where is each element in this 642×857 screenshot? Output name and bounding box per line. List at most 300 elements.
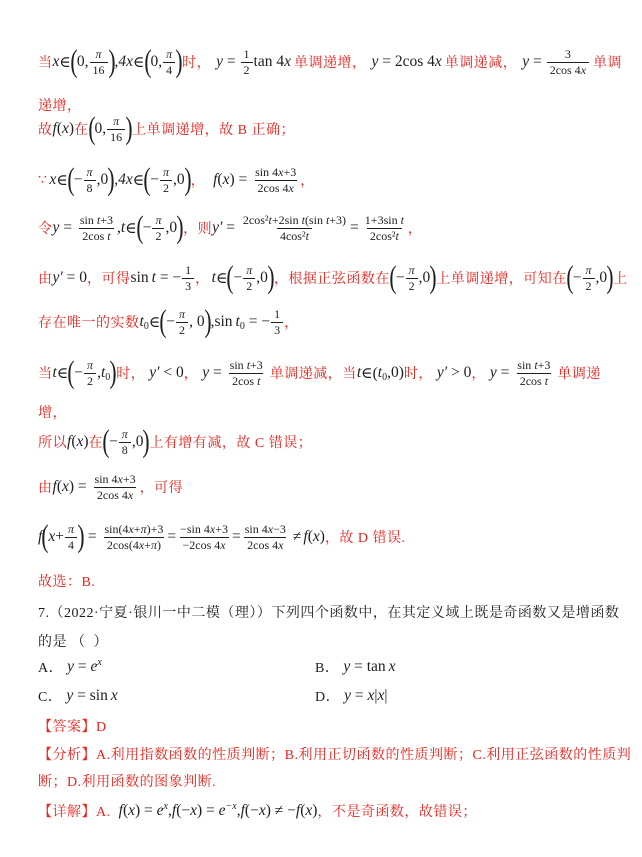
math-run: ,sin <box>210 313 233 330</box>
math-run: t <box>235 313 240 330</box>
text-run: ， <box>407 222 423 237</box>
fraction-numerator: π <box>166 46 173 61</box>
fraction-numerator: π <box>87 357 94 372</box>
fraction-numerator: π <box>113 113 120 128</box>
doc-line-15 <box>38 630 108 652</box>
math-run: f <box>118 802 123 819</box>
fraction-numerator: π <box>67 521 74 536</box>
close-paren-glyph: ) <box>429 260 437 295</box>
fraction-numerator: π <box>86 164 93 179</box>
math-run: ,0 <box>256 269 268 286</box>
text-run: 存在唯一的实数 <box>38 316 140 331</box>
text-run: 当 <box>38 367 53 382</box>
math-run: ) = <box>68 478 91 495</box>
text-run: ，可得 <box>139 481 184 496</box>
math-run: t <box>151 269 156 286</box>
math-run: t <box>139 313 144 330</box>
paren-group <box>159 304 212 339</box>
fraction-denominator: 16 <box>107 129 125 145</box>
text-run: 单调递减， <box>444 56 518 71</box>
math-run: ) = <box>229 171 252 188</box>
math-run: ( <box>307 528 313 545</box>
math-run: − <box>233 269 243 286</box>
math-run: , <box>236 802 241 819</box>
text-run: 时， <box>116 367 146 382</box>
fraction-numerator: 1 <box>243 46 250 61</box>
fraction-denominator: 16 <box>90 62 108 78</box>
text-run: 递增， <box>38 99 82 114</box>
open-paren-glyph: ( <box>226 260 235 295</box>
text-run: 单调递 <box>557 367 601 382</box>
doc-line-14 <box>38 601 619 623</box>
doc-line-11 <box>38 465 183 509</box>
fraction-numerator: 3 <box>564 46 571 61</box>
close-paren-glyph: ) <box>203 304 212 339</box>
subscript: 0 <box>143 320 149 332</box>
fraction-denominator: 2 <box>176 322 188 338</box>
math-run: − <box>395 269 405 286</box>
math-run: > 0 <box>447 364 472 381</box>
math-run: = <box>74 658 91 675</box>
math-fraction <box>77 213 116 244</box>
text-run: ， <box>284 316 299 331</box>
math-run: ) ≠ − <box>265 802 296 819</box>
math-run: f <box>38 528 43 545</box>
math-run: (− <box>176 802 191 819</box>
doc-line-6 <box>38 256 628 300</box>
doc-line-21 <box>38 743 631 765</box>
text-run: ，故 D 错误. <box>324 531 406 546</box>
open-paren-glyph: ( <box>70 44 78 79</box>
math-run: ( <box>56 120 62 137</box>
fraction-denominator: 2 <box>84 373 96 389</box>
math-run: t <box>120 219 126 236</box>
open-paren-glyph: ( <box>389 260 397 295</box>
math-fraction <box>107 114 125 145</box>
close-paren-glyph: ) <box>107 44 116 79</box>
math-run: y <box>522 53 530 70</box>
math-fraction <box>271 307 283 338</box>
math-run: f <box>240 802 245 819</box>
fraction-denominator: 4 <box>65 537 77 553</box>
math-run: = tan <box>350 658 386 675</box>
text-run: 在 <box>88 436 104 451</box>
text-run: ，则 <box>183 222 213 237</box>
paren-content <box>74 358 110 389</box>
paren-content <box>150 165 184 196</box>
math-run: = <box>496 364 514 381</box>
math-run: ,0 <box>96 171 109 188</box>
fraction-numerator: π <box>179 306 186 321</box>
fraction-denominator: 4cos²t <box>277 228 312 244</box>
doc-line-1 <box>38 36 622 88</box>
text-run: ，根据正弦函数在 <box>273 272 390 287</box>
math-fraction <box>84 165 96 196</box>
text-run: C． <box>38 690 63 705</box>
math-run: x <box>312 528 320 545</box>
text-run: 当 <box>38 56 53 71</box>
math-run: = <box>59 219 76 236</box>
math-run: ∈ <box>59 53 71 71</box>
text-run: 上单调递增，可知在 <box>436 272 567 287</box>
math-run: t <box>52 364 57 381</box>
doc-line-9 <box>38 401 67 423</box>
text-run: 【分析】A.利用指数函数的性质判断；B.利用正切函数的性质判断；C.利用正弦函数的性质判 <box>38 748 632 763</box>
math-fraction <box>101 522 166 553</box>
paren-content <box>151 47 177 78</box>
fraction-numerator: 1 <box>185 262 192 277</box>
text-run: ∵ <box>38 172 48 188</box>
fraction-denominator: 2 <box>243 278 255 294</box>
math-run: , <box>168 802 172 819</box>
paren-group <box>566 260 614 295</box>
fraction-denominator: 8 <box>119 442 131 458</box>
fraction-denominator: 2 <box>152 228 164 244</box>
paren-content <box>48 522 78 553</box>
superscript: x <box>163 800 168 812</box>
math-run: ∈ <box>56 364 69 382</box>
math-run: t <box>100 364 106 381</box>
math-run: | <box>384 687 388 704</box>
math-run: ,0 <box>595 269 608 286</box>
text-run: ，可得 <box>87 272 131 287</box>
math-run: = <box>232 528 241 545</box>
math-run: ) = <box>135 802 157 819</box>
text-run: 增， <box>38 406 67 421</box>
math-run: = <box>223 53 240 70</box>
paren-content <box>77 47 109 78</box>
doc-line-18 <box>38 683 118 709</box>
math-run: t <box>377 364 383 381</box>
math-run: ,0 <box>131 433 144 450</box>
math-run: 0, <box>150 53 163 70</box>
doc-line-8 <box>38 349 601 397</box>
math-run: = 0 <box>62 269 88 286</box>
math-run: ,0 <box>418 269 431 286</box>
math-run: 0, <box>76 53 89 70</box>
math-run: ) <box>312 802 318 819</box>
math-run: x <box>61 478 69 495</box>
math-run: ∈ <box>56 171 68 189</box>
math-fraction <box>252 165 299 196</box>
paren-content <box>233 263 267 294</box>
math-run: y <box>202 364 210 381</box>
fraction-numerator: 1 <box>274 306 281 321</box>
math-run: ) <box>319 528 325 545</box>
math-run: y <box>344 687 352 704</box>
paren-group <box>67 162 115 197</box>
text-run: 7.（2022·宁夏·银川一中二模（理））下列四个函数中，在其定义域上既是奇函数又是增函数 <box>38 606 620 621</box>
math-run: x <box>110 687 118 704</box>
open-paren-glyph: ( <box>143 162 151 197</box>
math-run: ( <box>217 171 223 188</box>
close-paren-glyph: ) <box>142 424 151 459</box>
paren-group <box>389 260 437 295</box>
math-fraction <box>243 263 255 294</box>
paren-group <box>136 210 184 245</box>
math-run: x <box>388 658 396 675</box>
math-run: − <box>166 313 176 330</box>
math-run: x <box>377 687 385 704</box>
fraction-numerator: 1+3sin t <box>364 212 404 227</box>
math-fraction <box>90 47 108 78</box>
math-run: x <box>49 171 57 188</box>
math-run: ∈ <box>132 171 145 189</box>
doc-line-17 <box>315 654 396 680</box>
open-paren-glyph: ( <box>102 424 110 459</box>
math-run: ∈ <box>125 219 137 237</box>
math-run: f <box>171 802 177 819</box>
math-run: e <box>218 802 226 819</box>
doc-line-23 <box>38 797 477 825</box>
fraction-denominator: 2cos 4x <box>547 62 589 78</box>
math-run: ,0) <box>387 364 404 381</box>
fraction-denominator: 2cos 4x <box>244 537 286 553</box>
open-paren-glyph: ( <box>67 162 75 197</box>
math-fraction <box>227 358 266 389</box>
math-run: x <box>190 802 197 819</box>
math-run: ∈( <box>361 364 378 382</box>
math-run: = sin <box>73 687 108 704</box>
fraction-numerator: π <box>121 426 128 441</box>
text-run: ， <box>183 367 199 382</box>
text-run: 故选：B. <box>38 575 96 590</box>
math-run: t <box>356 364 362 381</box>
math-run: y′ <box>212 219 223 236</box>
math-run: 4x <box>118 53 134 70</box>
close-paren-glyph: ) <box>176 210 184 245</box>
text-run: 令 <box>38 222 53 237</box>
paren-content <box>109 427 143 458</box>
paren-group <box>143 44 183 79</box>
doc-line-13 <box>38 570 95 592</box>
fraction-denominator: 3 <box>182 278 194 294</box>
math-run: − <box>109 433 118 450</box>
math-run: sin <box>130 269 149 286</box>
text-run: 上 <box>613 272 628 287</box>
open-paren-glyph: ( <box>67 355 75 390</box>
doc-line-5 <box>38 204 422 252</box>
math-run: | <box>374 687 378 704</box>
paren-group <box>143 162 192 197</box>
paren-group <box>67 355 117 390</box>
math-run: ) <box>68 120 75 137</box>
math-run: 4x <box>118 171 133 188</box>
text-run: 上有增有减，故 C 错误； <box>149 436 313 451</box>
fraction-numerator: π <box>585 262 592 277</box>
fraction-denominator: 2 <box>160 180 172 196</box>
math-run: , <box>117 219 121 236</box>
text-run: 由 <box>38 481 53 496</box>
fraction-denominator: 2cos 4x <box>255 180 297 196</box>
doc-line-4 <box>38 158 315 202</box>
math-run: ( <box>122 802 129 819</box>
fraction-numerator: sin t+3 <box>229 357 263 372</box>
close-paren-glyph: ) <box>606 260 614 295</box>
math-run: y <box>343 658 351 675</box>
close-paren-glyph: ) <box>175 44 183 79</box>
math-run: y <box>489 364 497 381</box>
math-run: = <box>222 219 239 236</box>
math-fraction <box>119 427 131 458</box>
math-run: x <box>434 53 442 70</box>
paren-group <box>87 111 133 146</box>
text-run: ， <box>190 174 206 189</box>
close-paren-glyph: ) <box>109 355 117 390</box>
open-paren-glyph: ( <box>136 210 144 245</box>
fraction-numerator: π <box>162 164 169 179</box>
math-run: ∈ <box>133 53 145 71</box>
fraction-numerator: π <box>408 262 415 277</box>
math-run: f <box>303 528 308 545</box>
math-run: x <box>258 802 266 819</box>
fraction-denominator: 2cos t <box>79 228 113 244</box>
fraction-denominator: 2cos t <box>517 373 551 389</box>
doc-line-22 <box>38 770 216 792</box>
math-run: y′ <box>436 364 448 381</box>
doc-line-16 <box>38 654 102 680</box>
text-run: 【答案】D <box>38 720 107 735</box>
math-fraction <box>160 165 172 196</box>
math-run: = <box>350 219 359 236</box>
text-run: 故 <box>38 123 53 138</box>
text-run: 单调递增， <box>293 56 367 71</box>
math-run: x <box>305 802 313 819</box>
math-run: < 0 <box>159 364 184 381</box>
open-paren-glyph: ( <box>566 260 574 295</box>
math-run: ,0 <box>165 219 178 236</box>
doc-line-12 <box>38 513 406 561</box>
math-run: f <box>295 802 301 819</box>
math-fraction <box>84 358 96 389</box>
math-run: , <box>114 171 119 188</box>
fraction-numerator: 2cos²t+2sin t(sin t+3) <box>242 212 347 227</box>
math-run: − <box>73 171 83 188</box>
math-run: ) <box>83 433 89 450</box>
math-run: ,0 <box>172 171 185 188</box>
open-paren-glyph: ( <box>159 304 167 339</box>
math-fraction <box>406 263 418 294</box>
fraction-denominator: 8 <box>84 180 96 196</box>
math-run: f <box>67 433 72 450</box>
math-run: − <box>142 219 152 236</box>
open-paren-glyph: ( <box>41 519 49 554</box>
text-run: ， <box>471 367 486 382</box>
math-run: ≠ <box>292 528 302 545</box>
superscript: x <box>97 656 102 668</box>
math-run: = <box>351 687 368 704</box>
fraction-numerator: sin t+3 <box>79 212 114 227</box>
math-run: tan 4 <box>253 53 285 70</box>
math-fraction <box>362 213 407 244</box>
fraction-denominator: 2cos(4x+π) <box>104 537 164 553</box>
fraction-numerator: −sin 4x+3 <box>180 521 228 536</box>
math-run: = <box>83 528 101 545</box>
text-run: 时， <box>403 367 433 382</box>
open-paren-glyph: ( <box>87 111 96 146</box>
math-fraction <box>152 213 164 244</box>
fraction-denominator: 2 <box>583 278 595 294</box>
math-run: ∈ <box>148 313 161 331</box>
math-run: = − <box>244 313 271 330</box>
math-run: x <box>222 171 230 188</box>
math-run: e <box>90 658 98 675</box>
paren-group <box>226 260 275 295</box>
paren-content <box>74 165 108 196</box>
text-run: 时， <box>182 56 212 71</box>
math-run: x <box>76 433 84 450</box>
doc-line-19 <box>315 683 388 709</box>
paren-group <box>102 424 151 459</box>
doc-line-3 <box>38 108 295 150</box>
math-run: t <box>211 269 216 286</box>
math-run: = <box>529 53 546 70</box>
math-fraction <box>92 472 139 503</box>
math-fraction <box>182 263 194 294</box>
fraction-denominator: 2cos t <box>229 373 263 389</box>
math-run: x <box>128 802 135 819</box>
fraction-denominator: 2 <box>406 278 418 294</box>
text-run: 所以 <box>38 436 67 451</box>
text-run: A． <box>38 661 64 676</box>
close-paren-glyph: ) <box>183 162 192 197</box>
fraction-numerator: π <box>155 212 162 227</box>
math-run: y <box>67 658 75 675</box>
math-run: , 0 <box>189 313 205 330</box>
text-run: 单调递减，当 <box>269 367 357 382</box>
text-run: ， <box>195 272 210 287</box>
math-fraction <box>241 47 253 78</box>
fraction-numerator: sin 4x−3 <box>244 521 286 536</box>
fraction-denominator: −2cos 4x <box>180 537 229 553</box>
paren-content <box>95 114 127 145</box>
text-run: ，不是奇函数，故错误； <box>317 805 477 820</box>
close-paren-glyph: ) <box>77 519 85 554</box>
math-run: ( <box>300 802 306 819</box>
math-run: + <box>55 528 64 545</box>
doc-line-20 <box>38 715 107 737</box>
subscript: 0 <box>239 320 245 332</box>
fraction-numerator: sin 4x+3 <box>255 164 297 179</box>
doc-line-10 <box>38 424 312 460</box>
open-paren-glyph: ( <box>143 44 152 79</box>
paren-content <box>143 213 177 244</box>
math-run: , <box>114 53 119 70</box>
close-paren-glyph: ) <box>125 111 133 146</box>
math-run: , <box>97 364 101 381</box>
math-run: − <box>74 364 84 381</box>
math-fraction <box>163 47 175 78</box>
math-run: f <box>213 171 218 188</box>
text-run: ， <box>300 174 315 189</box>
math-run: y <box>66 687 74 704</box>
math-fraction <box>65 522 77 553</box>
math-run: x <box>48 528 56 545</box>
math-run: ) = <box>196 802 219 819</box>
fraction-numerator: π <box>246 262 253 277</box>
math-run: = 2cos 4 <box>378 53 435 70</box>
math-run: x <box>52 53 60 70</box>
fraction-denominator: 3 <box>271 322 283 338</box>
math-run: y′ <box>52 269 63 286</box>
fraction-numerator: sin(4x+π)+3 <box>104 521 164 536</box>
math-run: f <box>52 478 57 495</box>
math-run: − <box>150 171 159 188</box>
subscript: 0 <box>105 371 111 383</box>
subscript: 0 <box>382 371 388 383</box>
fraction-denominator: 2 <box>241 62 253 78</box>
paren-group <box>41 519 85 554</box>
